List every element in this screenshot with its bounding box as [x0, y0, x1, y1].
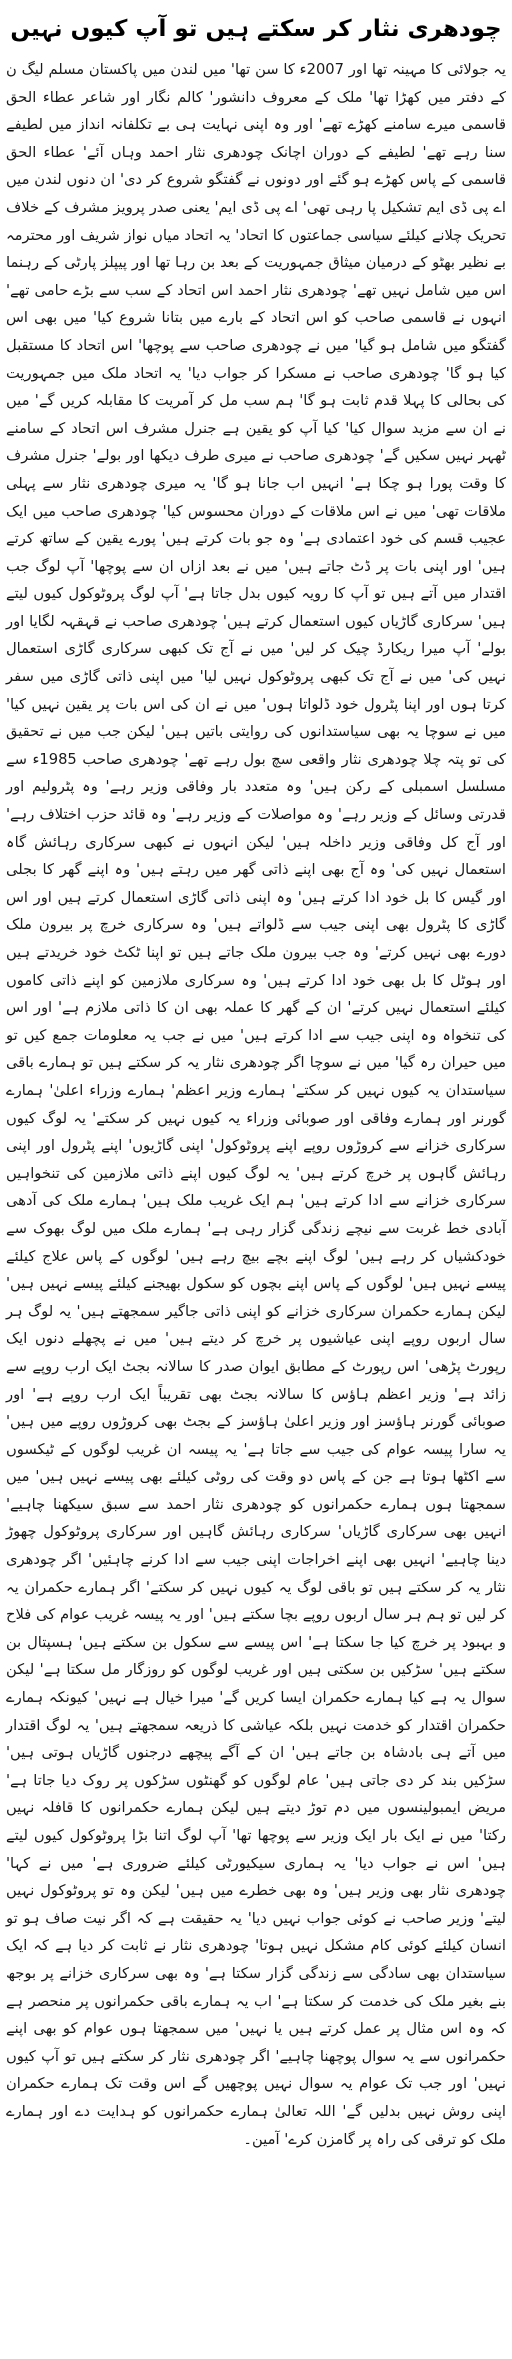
- article-body: یہ جولائی کا مہینہ تھا اور 2007ء کا سن تھا' میں لندن میں پاکستان مسلم لیگ ن کے دفتر میں کھڑا تھا' ملک کے معروف دانشور' کالم نگار اور شاعر عطاء الحق قاسمی میرے سامنے کھڑے تھے' اور وہ اپنی نہایت ہی بے تکلفانہ انداز میں لطیفے سنا رہے تھے' لطیفے کے دوران اچانک چودھری نثار احمد وہاں آئے' عطاء الحق قاسمی کے پاس کھڑے ہو گئے اور دونوں نے گفتگو شروع کر دی' ان دنوں لندن میں اے پی ڈی ایم تشکیل پا رہی تھی' اے پی ڈی ایم' یعنی صدر پرویز مشرف کے خلاف تحریک چلانے کیلئے سیاسی جماعتوں کا اتحاد' یہ اتحاد میاں نواز شریف اور محترمہ بے نظیر بھٹو کے درمیان میثاق جمہوریت کے بعد بن رہا تھا اور پیپلز پارٹی کے رہنما اس میں شامل نہیں تھے' چودھری نثار احمد اس اتحاد کے سب سے بڑے حامی تھے' انہوں نے قاسمی صاحب کو اس اتحاد کے بارے میں بتانا شروع کیا' میں بھی اس گفتگو میں شامل ہو گیا' میں نے چودھری صاحب سے پوچھا' اس اتحاد کا مستقبل کیا ہو گا' چودھری صاحب نے مسکرا کر جواب دیا' یہ اتحاد ملک میں جمہوریت کی بحالی کا پہلا قدم ثابت ہو گا' ہم سب مل کر آمریت کا مقابلہ کریں گے' میں نے ان سے مزید سوال کیا' کیا آپ کو یقین ہے جنرل مشرف اس اتحاد کے سامنے ٹھہر نہیں سکیں گے' چودھری صاحب نے میری طرف دیکھا اور بولے' جنرل مشرف کا وقت پورا ہو چکا ہے' انہیں اب جانا ہو گا' یہ میری چودھری نثار سے پہلی ملاقات تھی' میں نے اس ملاقات کے دوران محسوس کیا' چودھری صاحب میں ایک عجیب قسم کی خود اعتمادی ہے' وہ جو بات کرتے ہیں' پورے یقین کے ساتھ کرتے ہیں' اور اپنی بات پر ڈٹ جاتے ہیں' میں نے بعد ازاں ان سے پوچھا' آپ لوگ جب اقتدار میں آتے ہیں تو آپ کا رویہ کیوں بدل جاتا ہے' آپ لوگ پروٹوکول کیوں لیتے ہیں' سرکاری گاڑیاں کیوں استعمال کرتے ہیں' چودھری صاحب نے قہقہہ لگایا اور بولے' آپ میرا ریکارڈ چیک کر لیں' میں نے آج تک کبھی سرکاری گاڑی استعمال نہیں کی' میں نے آج تک کبھی پروٹوکول نہیں لیا' میں اپنی ذاتی گاڑی میں سفر کرتا ہوں اور اپنا پٹرول خود ڈلواتا ہوں' میں نے ان کی اس بات پر یقین نہیں کیا' میں نے سوچا یہ بھی سیاستدانوں کی روایتی باتیں ہیں' لیکن جب میں نے تحقیق کی تو پتہ چلا چودھری نثار واقعی سچ بول رہے تھے' چودھری صاحب 1985ء سے مسلسل اسمبلی کے رکن ہیں' وہ متعدد بار وفاقی وزیر رہے' وہ پٹرولیم اور قدرتی وسائل کے وزیر رہے' وہ مواصلات کے وزیر رہے' وہ قائد حزب اختلاف رہے' اور آج کل وفاقی وزیر داخلہ ہیں' لیکن انہوں نے کبھی سرکاری رہائش گاہ استعمال نہیں کی' وہ آج بھی اپنے ذاتی گھر میں رہتے ہیں' وہ اپنے گھر کا بجلی اور گیس کا بل خود ادا کرتے ہیں' وہ اپنی ذاتی گاڑی استعمال کرتے ہیں اور اس گاڑی کا پٹرول بھی اپنی جیب سے ڈلواتے ہیں' وہ سرکاری خرچ پر بیرون ملک دورے بھی نہیں کرتے' وہ جب بیرون ملک جاتے ہیں تو اپنا ٹکٹ خود خریدتے ہیں اور ہوٹل کا بل بھی خود ادا کرتے ہیں' وہ سرکاری ملازمین کو اپنے ذاتی کاموں کیلئے استعمال نہیں کرتے' ان کے گھر کا عملہ بھی ان کا ذاتی ملازم ہے' اور اس کی تنخواہ وہ اپنی جیب سے ادا کرتے ہیں' میں نے جب یہ معلومات جمع کیں تو میں حیران رہ گیا' میں نے سوچا اگر چودھری نثار یہ کر سکتے ہیں تو ہمارے باقی سیاستدان یہ کیوں نہیں کر سکتے' ہمارے وزیر اعظم' ہمارے وزراء اعلیٰ' ہمارے گورنر اور ہمارے وفاقی اور صوبائی وزراء یہ کیوں نہیں کر سکتے' یہ لوگ کیوں سرکاری خزانے سے کروڑوں روپے اپنے پروٹوکول' اپنی گاڑیوں' اپنے پٹرول اور اپنی رہائش گاہوں پر خرچ کرتے ہیں' یہ لوگ کیوں اپنے ذاتی ملازمین کی تنخواہیں سرکاری خزانے سے ادا کرتے ہیں' ہم ایک غریب ملک ہیں' ہمارے ملک کی آدھی آبادی خط غربت سے نیچے زندگی گزار رہی ہے' ہمارے ملک میں لوگ بھوک سے خودکشیاں کر رہے ہیں' لوگ اپنے بچے بیچ رہے ہیں' لوگوں کے پاس علاج کیلئے پیسے نہیں ہیں' لوگوں کے پاس اپنے بچوں کو سکول بھیجنے کیلئے پیسے نہیں ہیں' لیکن ہمارے حکمران سرکاری خزانے کو اپنی ذاتی جاگیر سمجھتے ہیں' یہ لوگ ہر سال اربوں روپے اپنی عیاشیوں پر خرچ کر دیتے ہیں' میں نے پچھلے دنوں ایک رپورٹ پڑھی' اس رپورٹ کے مطابق ایوان صدر کا سالانہ بجٹ ایک ارب روپے سے زائد ہے' وزیر اعظم ہاؤس کا سالانہ بجٹ بھی تقریباً ایک ارب روپے ہے' اور صوبائی گورنر ہاؤسز اور وزیر اعلیٰ ہاؤسز کے بجٹ بھی کروڑوں روپے میں ہیں' یہ سارا پیسہ عوام کی جیب سے جاتا ہے' یہ پیسہ ان غریب لوگوں کے ٹیکسوں سے اکٹھا ہوتا ہے جن کے پاس دو وقت کی روٹی کیلئے بھی پیسے نہیں ہیں' میں سمجھتا ہوں ہمارے حکمرانوں کو چودھری نثار احمد سے سبق سیکھنا چاہیے' انہیں بھی سرکاری گاڑیاں' سرکاری رہائش گاہیں اور سرکاری پروٹوکول چھوڑ دینا چاہیے' انہیں بھی اپنے اخراجات اپنی جیب سے ادا کرنے چاہئیں' اگر چودھری نثار یہ کر سکتے ہیں تو باقی لوگ یہ کیوں نہیں کر سکتے' اگر ہمارے حکمران یہ کر لیں تو ہم ہر سال اربوں روپے بچا سکتے ہیں' اور یہ پیسہ غریب عوام کی فلاح و بہبود پر خرچ کیا جا سکتا ہے' اس پیسے سے سکول بن سکتے ہیں' ہسپتال بن سکتے ہیں' سڑکیں بن سکتی ہیں اور غریب لوگوں کو روزگار مل سکتا ہے' لیکن سوال یہ ہے کیا ہمارے حکمران ایسا کریں گے' میرا خیال ہے نہیں' کیونکہ ہمارے حکمران اقتدار کو خدمت نہیں بلکہ عیاشی کا ذریعہ سمجھتے ہیں' یہ لوگ اقتدار میں آتے ہی بادشاہ بن جاتے ہیں' ان کے آگے پیچھے درجنوں گاڑیاں ہوتی ہیں' سڑکیں بند کر دی جاتی ہیں' عام لوگوں کو گھنٹوں سڑکوں پر روک دیا جاتا ہے' مریض ایمبولینسوں میں دم توڑ دیتے ہیں لیکن ہمارے حکمرانوں کا قافلہ نہیں رکتا' میں نے ایک بار ایک وزیر سے پوچھا تھا' آپ لوگ اتنا بڑا پروٹوکول کیوں لیتے ہیں' اس نے جواب دیا' یہ ہماری سیکیورٹی کیلئے ضروری ہے' میں نے کہا' چودھری نثار بھی وزیر ہیں' وہ بھی خطرے میں ہیں' لیکن وہ تو پروٹوکول نہیں لیتے' وزیر صاحب نے کوئی جواب نہیں دیا' یہ حقیقت ہے کہ اگر نیت صاف ہو تو انسان کیلئے کوئی کام مشکل نہیں ہوتا' چودھری نثار نے ثابت کر دیا ہے کہ ایک سیاستدان بھی سادگی سے زندگی گزار سکتا ہے' وہ بھی سرکاری خزانے پر بوجھ بنے بغیر ملک کی خدمت کر سکتا ہے' اب یہ ہمارے باقی حکمرانوں پر منحصر ہے کہ وہ اس مثال پر عمل کرتے ہیں یا نہیں' میں سمجھتا ہوں عوام کو بھی اپنے حکمرانوں سے یہ سوال پوچھنا چاہیے' اگر چودھری نثار کر سکتے ہیں تو آپ کیوں نہیں' اور جب تک عوام یہ سوال نہیں پوچھیں گے اس وقت تک ہمارے حکمران اپنی روش نہیں بدلیں گے' اللہ تعالیٰ ہمارے حکمرانوں کو ہدایت دے اور ہمارے ملک کو ترقی کی راہ پر گامزن کرے' آمین۔: [6, 61, 506, 2148]
- headline: چودھری نثار کر سکتے ہیں تو آپ کیوں نہیں: [10, 16, 502, 42]
